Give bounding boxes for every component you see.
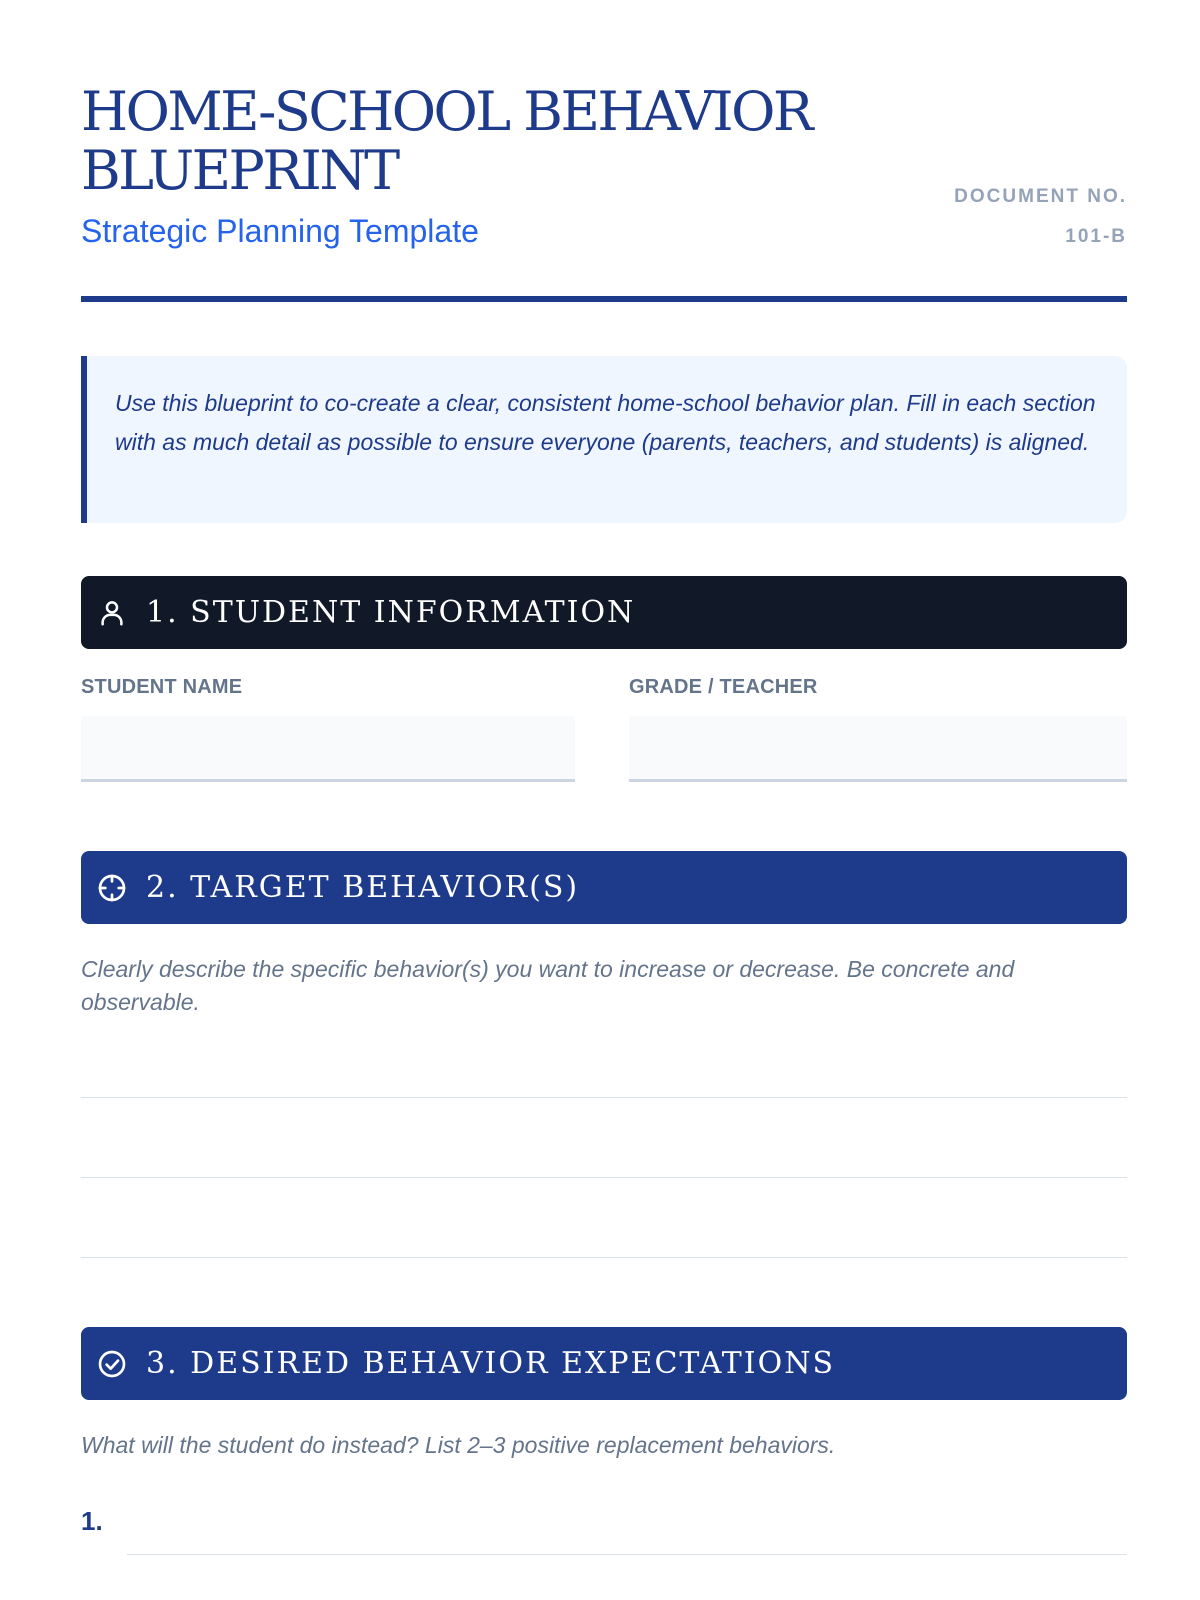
target-behaviors-description: Clearly describe the specific behavior(s) you want to increase or decrease. Be concrete and observable. — [81, 956, 1015, 1015]
intro-text: Use this blueprint to co-create a clear, consistent home-school behavior plan. Fill in each section with as much detail as possible to ensure everyone (parents, teachers, and students) is aligned. — [115, 390, 1096, 455]
page-subtitle: Strategic Planning Template — [81, 213, 479, 249]
document-number-label: DOCUMENT NO. — [954, 186, 1127, 207]
section-title: 1. STUDENT INFORMATION — [146, 595, 636, 630]
intro-callout — [81, 356, 1127, 523]
list-item-writing-line[interactable] — [127, 1554, 1127, 1555]
document-number-block — [954, 184, 1127, 250]
section-header-student-information — [81, 576, 1127, 649]
header-divider — [81, 296, 1127, 302]
writing-line[interactable] — [81, 1257, 1127, 1258]
student-name-label: STUDENT NAME — [81, 676, 243, 698]
writing-line[interactable] — [81, 1177, 1127, 1178]
document-header — [81, 0, 1127, 302]
section-title: 2. TARGET BEHAVIOR(S) — [146, 870, 580, 905]
crosshair-icon — [95, 871, 129, 905]
check-circle-icon — [95, 1347, 129, 1381]
user-icon — [95, 596, 129, 630]
section-header-target-behaviors — [81, 851, 1127, 924]
list-item-number: 1. — [81, 1506, 103, 1536]
grade-teacher-field[interactable] — [629, 716, 1127, 782]
desired-expectations-description: What will the student do instead? List 2–3 positive replacement behaviors. — [81, 1432, 836, 1458]
document-number-value: 101-B — [1065, 226, 1127, 247]
section-header-desired-expectations — [81, 1327, 1127, 1400]
writing-line[interactable] — [81, 1097, 1127, 1098]
section-title: 3. DESIRED BEHAVIOR EXPECTATIONS — [146, 1346, 836, 1381]
student-name-field[interactable] — [81, 716, 575, 782]
document-page — [81, 0, 1127, 1536]
grade-teacher-label: GRADE / TEACHER — [629, 676, 818, 698]
page-title: HOME-SCHOOL BEHAVIOR BLUEPRINT — [81, 80, 812, 202]
